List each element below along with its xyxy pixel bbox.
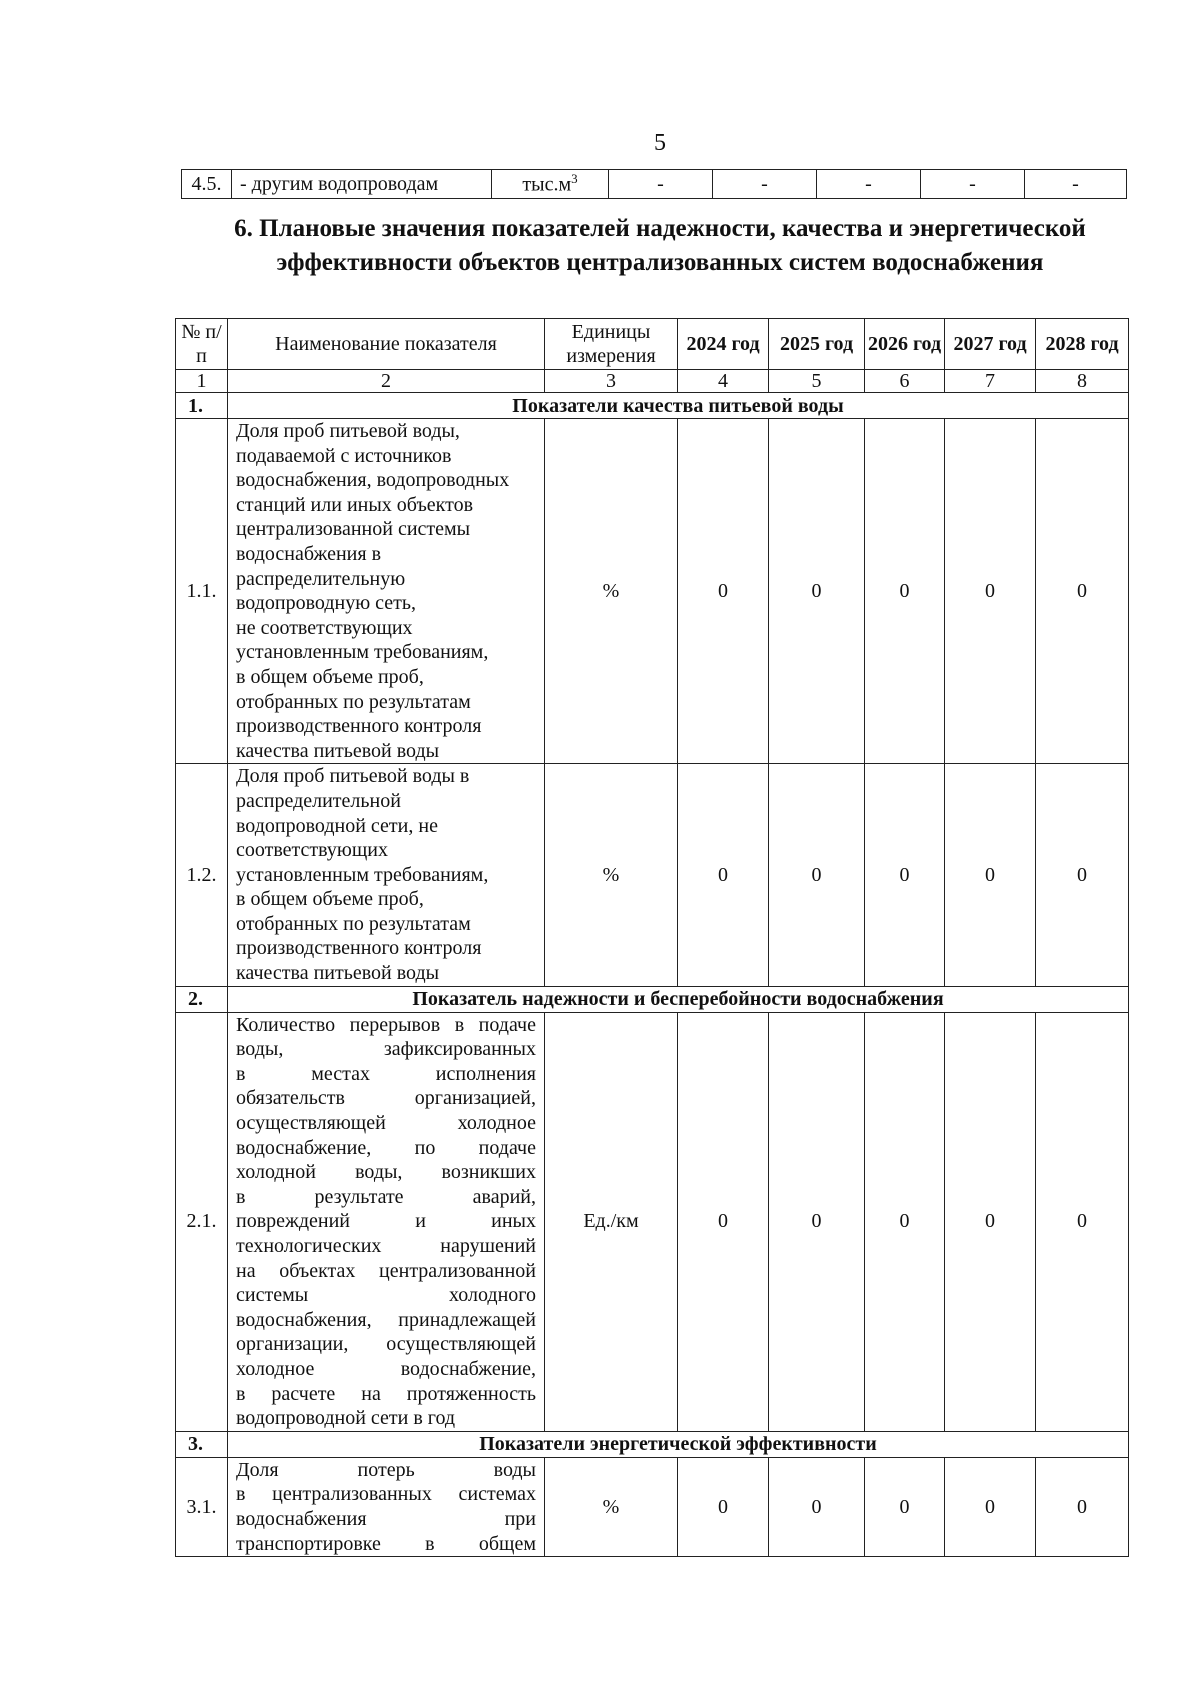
indicator-line: водоснабжение, по подаче bbox=[236, 1136, 536, 1159]
header-unit: Единицы измерения bbox=[545, 319, 678, 370]
row-number: 1.1. bbox=[176, 419, 228, 764]
indicator-line: водоснабжения, водопроводных bbox=[236, 469, 510, 492]
indicator-line: установленным требованиям, bbox=[236, 641, 489, 664]
indicator-name bbox=[228, 764, 545, 986]
value-cell: - bbox=[609, 170, 713, 199]
row-number: 3.1. bbox=[176, 1457, 228, 1556]
indicator-line: в местах исполнения bbox=[236, 1062, 536, 1085]
value-cell: 0 bbox=[1036, 1012, 1129, 1431]
table-row bbox=[176, 1012, 1129, 1431]
row-number: 4.5. bbox=[182, 170, 232, 199]
value-cell: 0 bbox=[769, 1457, 865, 1556]
indicator-line: водоснабжения, принадлежащей bbox=[236, 1308, 536, 1331]
column-index: 5 bbox=[769, 370, 865, 393]
value-cell: 0 bbox=[945, 1457, 1036, 1556]
indicators-table bbox=[175, 318, 1129, 1557]
indicator-line: в централизованных системах bbox=[236, 1483, 536, 1506]
indicator-line: в расчете на протяженность bbox=[236, 1382, 536, 1405]
section-heading: Показатели качества питьевой воды bbox=[228, 393, 1129, 419]
column-index: 2 bbox=[228, 370, 545, 393]
indicator-line: Доля проб питьевой воды, bbox=[236, 420, 460, 442]
indicator-line: отобранных по результатам bbox=[236, 912, 471, 935]
column-index: 4 bbox=[678, 370, 769, 393]
value-cell: 0 bbox=[769, 419, 865, 764]
header-row bbox=[176, 319, 1129, 370]
section-row bbox=[176, 986, 1129, 1012]
column-index: 3 bbox=[545, 370, 678, 393]
indicator-line: водопроводной сети в год bbox=[236, 1407, 456, 1430]
indicator-line: холодное водоснабжение, bbox=[236, 1357, 536, 1380]
value-cell: 0 bbox=[1036, 1457, 1129, 1556]
value-cell: 0 bbox=[678, 1012, 769, 1431]
indicator-line: производственного контроля bbox=[236, 937, 482, 960]
unit-text: тыс.м bbox=[522, 173, 572, 196]
value-cell: 0 bbox=[945, 1012, 1036, 1431]
indicator-line: Доля потерь воды bbox=[236, 1458, 536, 1481]
indicator-line: обязательств организацией, bbox=[236, 1087, 536, 1110]
indicator-line: водопроводной сети, не bbox=[236, 814, 438, 837]
unit-superscript: 3 bbox=[571, 171, 578, 187]
indicator-name: - другим водопроводам bbox=[232, 170, 492, 199]
indicator-name bbox=[228, 1457, 545, 1556]
header-year: 2027 год bbox=[945, 319, 1036, 370]
header-year: 2025 год bbox=[769, 319, 865, 370]
column-index-row bbox=[176, 370, 1129, 393]
indicator-line: воды, зафиксированных bbox=[236, 1038, 536, 1061]
value-cell: 0 bbox=[769, 764, 865, 986]
unit-cell: % bbox=[545, 1457, 678, 1556]
table-row bbox=[176, 419, 1129, 764]
section-heading: Показатель надежности и бесперебойности водоснабжения bbox=[228, 986, 1129, 1012]
value-cell: 0 bbox=[865, 419, 945, 764]
indicator-name bbox=[228, 419, 545, 764]
continuation-table bbox=[181, 169, 1127, 199]
indicator-line: производственного контроля bbox=[236, 715, 482, 738]
indicator-name bbox=[228, 1012, 545, 1431]
value-cell: 0 bbox=[865, 764, 945, 986]
value-cell: 0 bbox=[865, 1012, 945, 1431]
value-cell: 0 bbox=[769, 1012, 865, 1431]
header-year: 2024 год bbox=[678, 319, 769, 370]
indicator-line: распределительной bbox=[236, 789, 401, 812]
indicator-line: Количество перерывов в подаче bbox=[236, 1013, 536, 1036]
indicator-line: качества питьевой воды bbox=[236, 962, 440, 985]
indicator-line: технологических нарушений bbox=[236, 1235, 536, 1257]
indicator-line: холодной воды, возникших bbox=[236, 1161, 536, 1184]
value-cell: 0 bbox=[1036, 764, 1129, 986]
indicator-line: системы холодного bbox=[236, 1284, 536, 1307]
row-number: 1.2. bbox=[176, 764, 228, 986]
indicator-line: качества питьевой воды bbox=[236, 739, 440, 762]
indicator-line: соответствующих bbox=[236, 839, 388, 862]
header-year: 2026 год bbox=[865, 319, 945, 370]
value-cell: 0 bbox=[678, 419, 769, 764]
column-index: 6 bbox=[865, 370, 945, 393]
row-number: 2.1. bbox=[176, 1012, 228, 1431]
indicator-line: на объектах централизованной bbox=[236, 1259, 536, 1282]
page-number: 5 bbox=[654, 130, 666, 156]
value-cell: 0 bbox=[678, 764, 769, 986]
indicator-line: водопроводную сеть, bbox=[236, 592, 417, 615]
value-cell: 0 bbox=[945, 764, 1036, 986]
section-number: 1. bbox=[176, 393, 228, 419]
indicator-line: установленным требованиям, bbox=[236, 863, 489, 886]
header-name: Наименование показателя bbox=[228, 319, 545, 370]
table-row bbox=[176, 1457, 1129, 1556]
value-cell: 0 bbox=[865, 1457, 945, 1556]
header-num: № п/п bbox=[176, 319, 228, 370]
section-title: 6. Плановые значения показателей надежности, качества и энергетической эффективности объектов централизованных систем водоснабжения bbox=[234, 215, 1086, 276]
column-index: 7 bbox=[945, 370, 1036, 393]
table-row bbox=[176, 764, 1129, 986]
indicator-line: осуществляющей холодное bbox=[236, 1112, 536, 1135]
indicator-line: транспортировке в общем bbox=[236, 1532, 536, 1555]
indicator-line: в результате аварий, bbox=[236, 1185, 536, 1208]
value-cell: 0 bbox=[678, 1457, 769, 1556]
header-year: 2028 год bbox=[1036, 319, 1129, 370]
indicator-line: отобранных по результатам bbox=[236, 690, 471, 713]
value-cell: - bbox=[1025, 170, 1127, 199]
section-number: 2. bbox=[176, 986, 228, 1012]
value-cell: - bbox=[713, 170, 817, 199]
column-index: 8 bbox=[1036, 370, 1129, 393]
value-cell: - bbox=[817, 170, 921, 199]
indicator-line: Доля проб питьевой воды в bbox=[236, 765, 470, 788]
unit-cell: % bbox=[545, 419, 678, 764]
section-row bbox=[176, 393, 1129, 419]
indicator-line: в общем объеме проб, bbox=[236, 665, 424, 688]
indicator-line: водоснабжения в bbox=[236, 542, 382, 565]
column-index: 1 bbox=[176, 370, 228, 393]
section-number: 3. bbox=[176, 1431, 228, 1457]
unit-cell: Ед./км bbox=[545, 1012, 678, 1431]
indicator-line: в общем объеме проб, bbox=[236, 888, 424, 911]
value-cell: 0 bbox=[945, 419, 1036, 764]
indicator-line: станций или иных объектов bbox=[236, 493, 474, 516]
indicator-line: централизованной системы bbox=[236, 518, 471, 541]
table-row bbox=[182, 170, 1127, 199]
indicator-line: подаваемой с источников bbox=[236, 444, 452, 467]
unit-cell: % bbox=[545, 764, 678, 986]
unit-cell bbox=[492, 170, 609, 199]
indicator-line: водоснабжения при bbox=[236, 1507, 536, 1530]
indicator-line: повреждений и иных bbox=[236, 1210, 536, 1233]
section-row bbox=[176, 1431, 1129, 1457]
indicator-line: организации, осуществляющей bbox=[236, 1333, 536, 1356]
section-heading: Показатели энергетической эффективности bbox=[228, 1431, 1129, 1457]
indicator-line: распределительную bbox=[236, 567, 406, 590]
indicator-line: не соответствующих bbox=[236, 616, 413, 639]
value-cell: - bbox=[921, 170, 1025, 199]
value-cell: 0 bbox=[1036, 419, 1129, 764]
